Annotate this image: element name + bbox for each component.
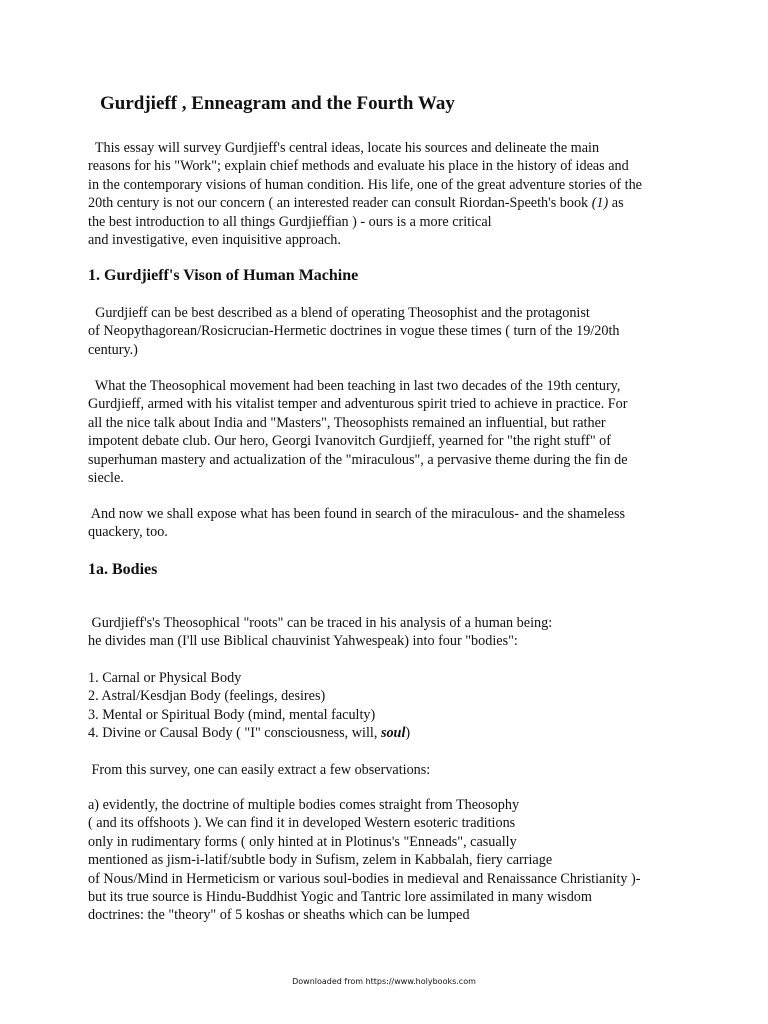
- text-line: siecle.: [88, 469, 124, 486]
- paragraph: [88, 377, 688, 487]
- text-line: in the contemporary visions of human condition. His life, one of the great adventure stories of the: [88, 176, 642, 193]
- text-line: only in rudimentary forms ( only hinted at in Plotinus's "Enneads", casually: [88, 833, 517, 850]
- subsection-heading: 1a. Bodies: [88, 561, 158, 578]
- paragraph: [88, 614, 688, 651]
- paragraph: [88, 505, 688, 542]
- text-line: but its true source is Hindu-Buddhist Yogic and Tantric lore assimilated in many wisdom: [88, 888, 592, 905]
- text-line: quackery, too.: [88, 524, 168, 541]
- intro-paragraph: [88, 139, 688, 249]
- text-line: Gurdjieff can be best described as a blend of operating Theosophist and the protagonist: [88, 305, 590, 321]
- footer-prefix: Downloaded from: [292, 977, 366, 986]
- reference-marker[interactable]: (1): [591, 195, 609, 212]
- text-line: he divides man (I'll use Biblical chauvinist Yahwespeak) into four "bodies":: [88, 633, 518, 650]
- text-line: all the nice talk about India and "Masters", Theosophists remained an influential, but rather: [88, 414, 606, 431]
- text-line: And now we shall expose what has been found in search of the miraculous- and the shameless: [88, 506, 626, 522]
- list-item: 3. Mental or Spiritual Body (mind, mental faculty): [88, 706, 376, 723]
- paragraph: [88, 304, 688, 359]
- text-line: superhuman mastery and actualization of the "miraculous", a pervasive theme during the fin de: [88, 451, 628, 468]
- text-line: From this survey, one can easily extract a few observations:: [88, 762, 431, 778]
- text-line: impotent debate club. Our hero, Georgi Ivanovitch Gurdjieff, yearned for "the right stuff" of: [88, 433, 611, 450]
- text-line: a) evidently, the doctrine of multiple bodies comes straight from Theosophy: [88, 797, 520, 813]
- text-line: and investigative, even inquisitive approach.: [88, 231, 341, 248]
- text-line: Gurdjieff's's Theosophical "roots" can be traced in his analysis of a human being:: [88, 615, 553, 631]
- section-heading: 1. Gurdjieff's Vison of Human Machine: [88, 267, 359, 284]
- list-item-close: ): [405, 725, 411, 742]
- text-line-start: 20th century is not our concern ( an interested reader can consult Riordan-Speeth's book: [88, 195, 592, 212]
- text-line-end: as: [608, 195, 624, 212]
- text-line: of Neopythagorean/Rosicrucian-Hermetic doctrines in vogue these times ( turn of the 19/20th: [88, 323, 620, 340]
- download-footer: [0, 977, 768, 986]
- text-line: of Nous/Mind in Hermeticism or various soul-bodies in medieval and Renaissance Christianity )-: [88, 870, 641, 887]
- holybooks-link[interactable]: https://www.holybooks.com: [365, 977, 476, 986]
- text-line: Gurdjieff, armed with his vitalist temper and adventurous spirit tried to achieve in practice. For: [88, 396, 628, 413]
- text-line: the best introduction to all things Gurdjieffian ) - ours is a more critical: [88, 213, 492, 230]
- soul-emphasis: soul: [380, 725, 406, 742]
- document-title: Gurdjieff , Enneagram and the Fourth Way: [100, 93, 455, 114]
- text-line: mentioned as jism-i-latif/subtle body in Sufism, zelem in Kabbalah, fiery carriage: [88, 852, 553, 869]
- list-item: [88, 724, 688, 742]
- text-line-with-reference: [88, 194, 688, 212]
- text-line: doctrines: the "theory" of 5 koshas or sheaths which can be lumped: [88, 907, 470, 924]
- text-line: reasons for his "Work"; explain chief methods and evaluate his place in the history of ideas and: [88, 158, 629, 175]
- text-line: What the Theosophical movement had been teaching in last two decades of the 19th century,: [88, 378, 621, 394]
- text-line: century.): [88, 341, 138, 358]
- paragraph: [88, 796, 688, 925]
- list-item-text: 4. Divine or Causal Body ( "I" consciousness, will,: [88, 725, 381, 742]
- text-line: ( and its offshoots ). We can find it in developed Western esoteric traditions: [88, 815, 516, 832]
- bodies-list: [88, 669, 688, 743]
- list-item: 1. Carnal or Physical Body: [88, 670, 242, 686]
- text-line: This essay will survey Gurdjieff's central ideas, locate his sources and delineate the main: [88, 140, 600, 156]
- paragraph: [88, 761, 688, 779]
- list-item: 2. Astral/Kesdjan Body (feelings, desires): [88, 688, 326, 705]
